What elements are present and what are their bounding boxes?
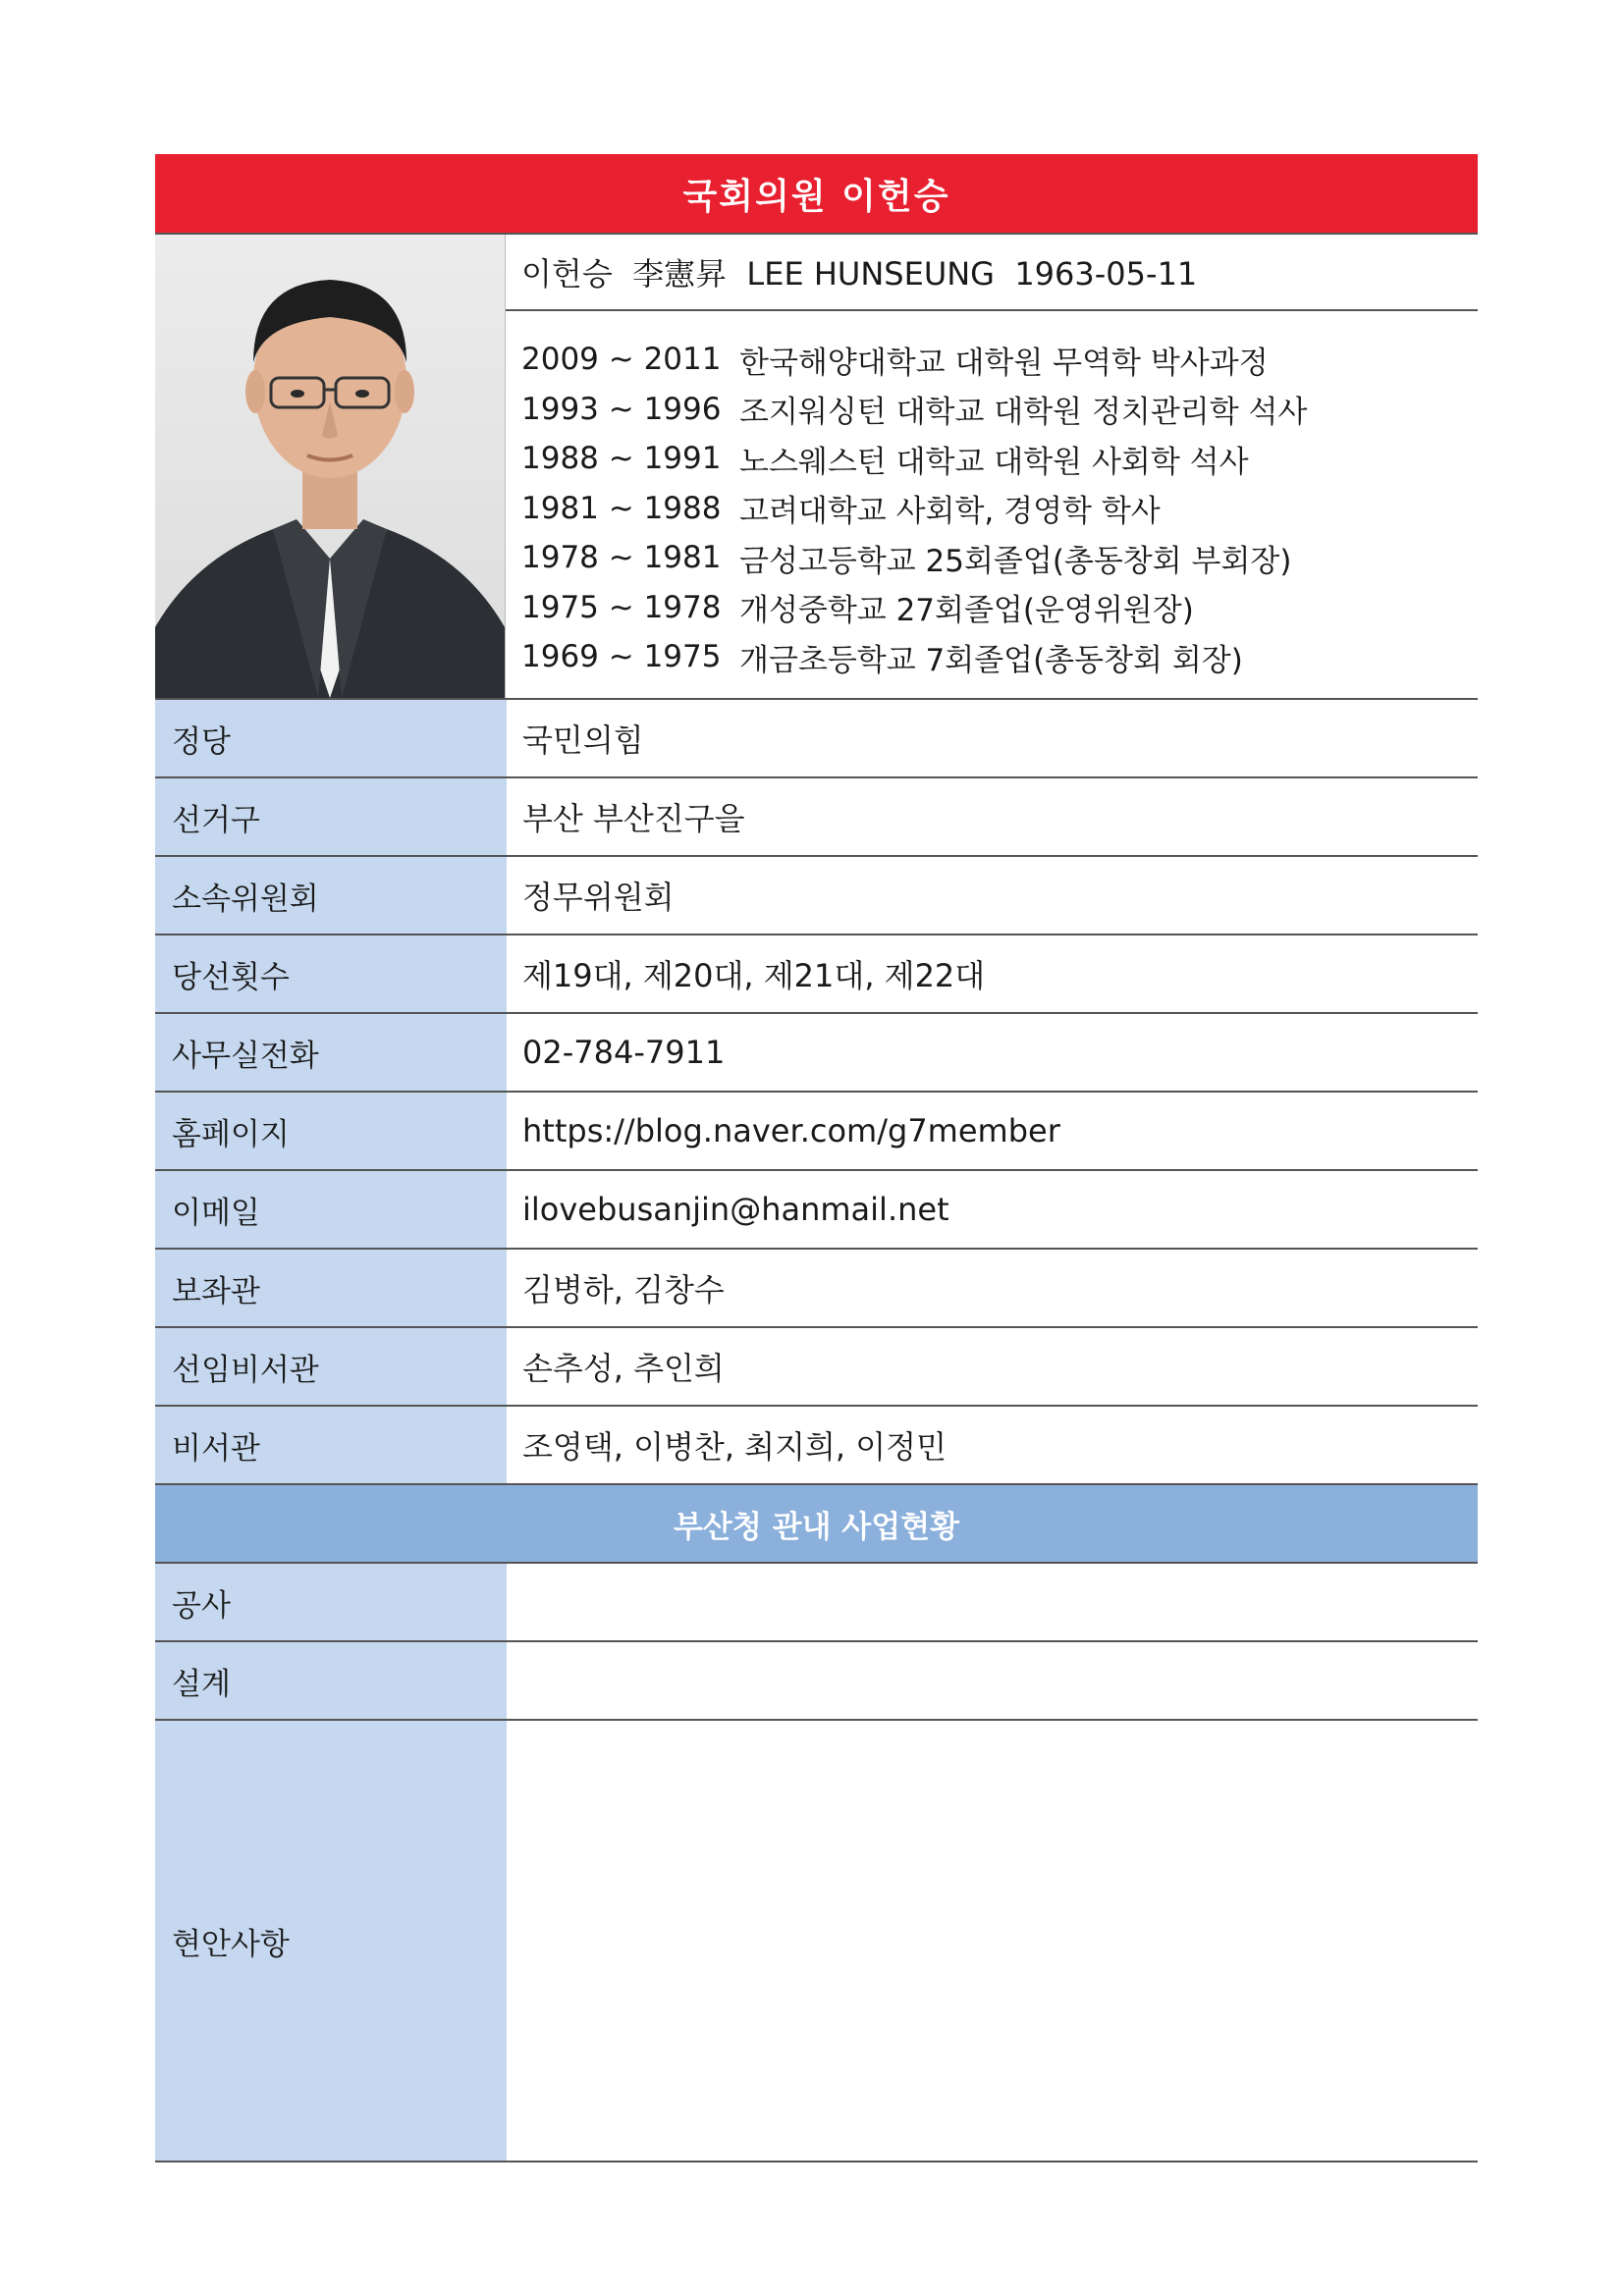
education-period: 1975 ~ 1978 [521,589,722,625]
education-list [506,311,1478,682]
info-label: 비서관 [155,1407,507,1483]
info-row-party [155,700,1478,778]
member-profile-sheet [155,154,1478,2163]
section-title: 부산청 관내 사업현황 [155,1485,1478,1564]
info-value: 국민의힘 [522,721,644,759]
education-desc: 한국해양대학교 대학원 무역학 박사과정 [739,345,1269,381]
section-row-design [155,1642,1478,1721]
info-row-district [155,778,1478,857]
education-desc: 개성중학교 27회졸업(운영위원장) [739,593,1194,629]
info-value: 김병하, 김창수 [522,1271,725,1308]
education-item [521,583,1478,633]
info-row-secretaries [155,1407,1478,1485]
info-row-terms [155,935,1478,1014]
info-row-email [155,1171,1478,1250]
education-period: 1978 ~ 1981 [521,540,722,576]
education-period: 2009 ~ 2011 [521,342,722,378]
info-label: 선거구 [155,778,507,855]
section-row-issues [155,1721,1478,2163]
info-row-senior-secretaries [155,1328,1478,1407]
info-label: 사무실전화 [155,1014,507,1091]
section-value [507,1564,1478,1640]
education-period: 1981 ~ 1988 [521,490,722,526]
section-row-construction [155,1564,1478,1642]
info-value: 제19대, 제20대, 제21대, 제22대 [522,957,986,994]
homepage-link[interactable]: https://blog.naver.com/g7member [522,1112,1060,1149]
info-label: 당선횟수 [155,935,507,1012]
education-period: 1969 ~ 1975 [521,639,722,675]
member-name-line: 이헌승 李憲昇 LEE HUNSEUNG 1963-05-11 [506,235,1478,311]
education-desc: 금성고등학교 25회졸업(총동창회 부회장) [739,543,1292,579]
info-value: 02-784-7911 [522,1034,726,1071]
education-period: 1993 ~ 1996 [521,391,722,427]
education-item [521,385,1478,435]
education-item [521,632,1478,682]
info-row-office-phone [155,1014,1478,1093]
info-label: 소속위원회 [155,857,507,934]
info-label: 보좌관 [155,1250,507,1326]
education-desc: 조지워싱턴 대학교 대학원 정치관리학 석사 [739,395,1308,431]
profile-block [155,235,1478,700]
education-item [521,335,1478,385]
email-link[interactable]: ilovebusanjin@hanmail.net [522,1191,949,1228]
education-desc: 노스웨스턴 대학교 대학원 사회학 석사 [739,444,1249,480]
page-title: 국회의원 이헌승 [155,154,1478,235]
info-row-committee [155,857,1478,935]
info-label: 선임비서관 [155,1328,507,1405]
education-item [521,533,1478,583]
info-label: 정당 [155,700,507,776]
info-row-homepage [155,1093,1478,1171]
info-label: 이메일 [155,1171,507,1248]
education-period: 1988 ~ 1991 [521,441,722,477]
info-value: 정무위원회 [522,879,675,916]
section-label: 공사 [155,1564,507,1640]
section-value [507,1642,1478,1719]
profile-info [506,235,1478,698]
education-item [521,484,1478,534]
education-desc: 개금초등학교 7회졸업(총동창회 회장) [739,642,1243,678]
section-label: 현안사항 [155,1721,507,2161]
info-value: 조영택, 이병찬, 최지희, 이정민 [522,1428,947,1466]
education-desc: 고려대학교 사회학, 경영학 학사 [739,494,1161,530]
info-value: 손추성, 추인희 [522,1350,725,1387]
section-label: 설계 [155,1642,507,1719]
member-photo [155,235,506,698]
info-label: 홈페이지 [155,1093,507,1169]
portrait-illustration [155,235,505,698]
info-row-aides [155,1250,1478,1328]
info-value: 부산 부산진구을 [522,800,745,837]
education-item [521,434,1478,484]
section-value [507,1721,1478,2161]
